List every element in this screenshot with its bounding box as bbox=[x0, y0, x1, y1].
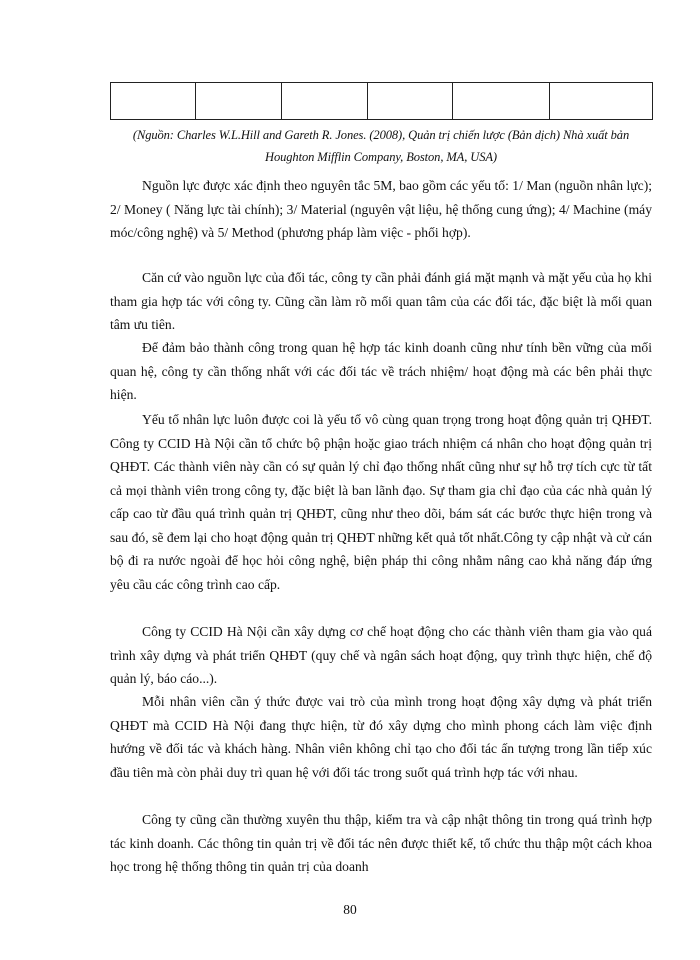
paragraph-employee-awareness: Mỗi nhân viên cần ý thức được vai trò của mình trong hoạt động xây dựng và phát triển QHĐT mà CCID Hà Nội đang thực hiện, từ đó xây dựng cho mình phong cách làm việc định hướng về đối tác và khách hàng. Nhân viên không chỉ tạo cho đối tác ấn tượng trong lần tiếp xúc đầu tiên mà còn phải duy trì quan hệ với đối tác trong suốt quá trình hợp tác với nhau. bbox=[110, 694, 652, 780]
table-cell bbox=[282, 83, 368, 120]
paragraph-partner-assessment: Căn cứ vào nguồn lực của đối tác, công ty cần phải đánh giá mặt mạnh và mặt yếu của họ khi tham gia hợp tác với công ty. Cũng cần làm rõ mối quan tâm của các đối tác, đặc biệt là mối quan tâm ưu tiên. bbox=[110, 270, 652, 332]
table-source-note: (Nguồn: Charles W.L.Hill and Gareth R. Jones. (2008), Quản trị chiến lược (Bản dịch) Nhà xuất bản Houghton Mifflin Company, Boston, MA, USA) bbox=[132, 128, 630, 164]
paragraph-responsibilities: Để đảm bảo thành công trong quan hệ hợp tác kinh doanh cũng như tính bền vững của mối quan hệ, công ty cần thống nhất với các đối tác về trách nhiệm/ hoạt động mà các bên phải thực hiện. bbox=[110, 340, 652, 402]
paragraph-5m-resources: Nguồn lực được xác định theo nguyên tắc 5M, bao gồm các yếu tố: 1/ Man (nguồn nhân lực); 2/ Money ( Năng lực tài chính); 3/ Material (nguyên vật liệu, hệ thống cung ứng); 4/ Machine (máy móc/công nghệ) và 5/ Method (phương pháp làm việc - phối hợp). bbox=[110, 178, 652, 240]
paragraph-operating-mechanism: Công ty CCID Hà Nội cần xây dựng cơ chế hoạt động cho các thành viên tham gia vào quá trình xây dựng và phát triển QHĐT (quy chế và ngân sách hoạt động, quy trình thực hiện, chế độ quản lý, báo cáo...). bbox=[110, 624, 652, 686]
table-cell bbox=[453, 83, 550, 120]
paragraph-human-resources: Yếu tố nhân lực luôn được coi là yếu tố vô cùng quan trọng trong hoạt động quản trị QHĐT. Công ty CCID Hà Nội cần tổ chức bộ phận hoặc giao trách nhiệm cá nhân cho hoạt động quản trị QHĐT. Các thành viên này cần có sự quản lý chỉ đạo thống nhất cũng như sự hỗ trợ tích cực từ tất cả mọi thành viên trong công ty, đặc biệt là ban lãnh đạo. Sự tham gia chỉ đạo của các nhà quản lý cấp cao từ đầu quá trình quản trị QHĐT, cũng như theo dõi, bám sát các bước thực hiện trong và sau đó, sẽ đem lại cho hoạt động quản trị QHĐT những kết quả tốt nhất.Công ty cập nhật và cử cán bộ đi ra nước ngoài để học hỏi công nghệ, biện pháp thi công nhằm nâng cao khả năng đáp ứng yêu cầu các công trình cao cấp. bbox=[110, 412, 652, 592]
table-cell bbox=[368, 83, 453, 120]
table-cell bbox=[196, 83, 282, 120]
partner-table-last-row bbox=[110, 82, 653, 120]
table-cell bbox=[111, 83, 196, 120]
page-number: 80 bbox=[343, 902, 357, 917]
table-row bbox=[111, 83, 653, 120]
paragraph-information-update: Công ty cũng cần thường xuyên thu thập, kiểm tra và cập nhật thông tin trong quá trình hợp tác kinh doanh. Các thông tin quản trị về đối tác nên được thiết kế, tổ chức thu thập một cách khoa học trong hệ thống thông tin quản trị của doanh bbox=[110, 812, 652, 874]
table-cell bbox=[550, 83, 653, 120]
